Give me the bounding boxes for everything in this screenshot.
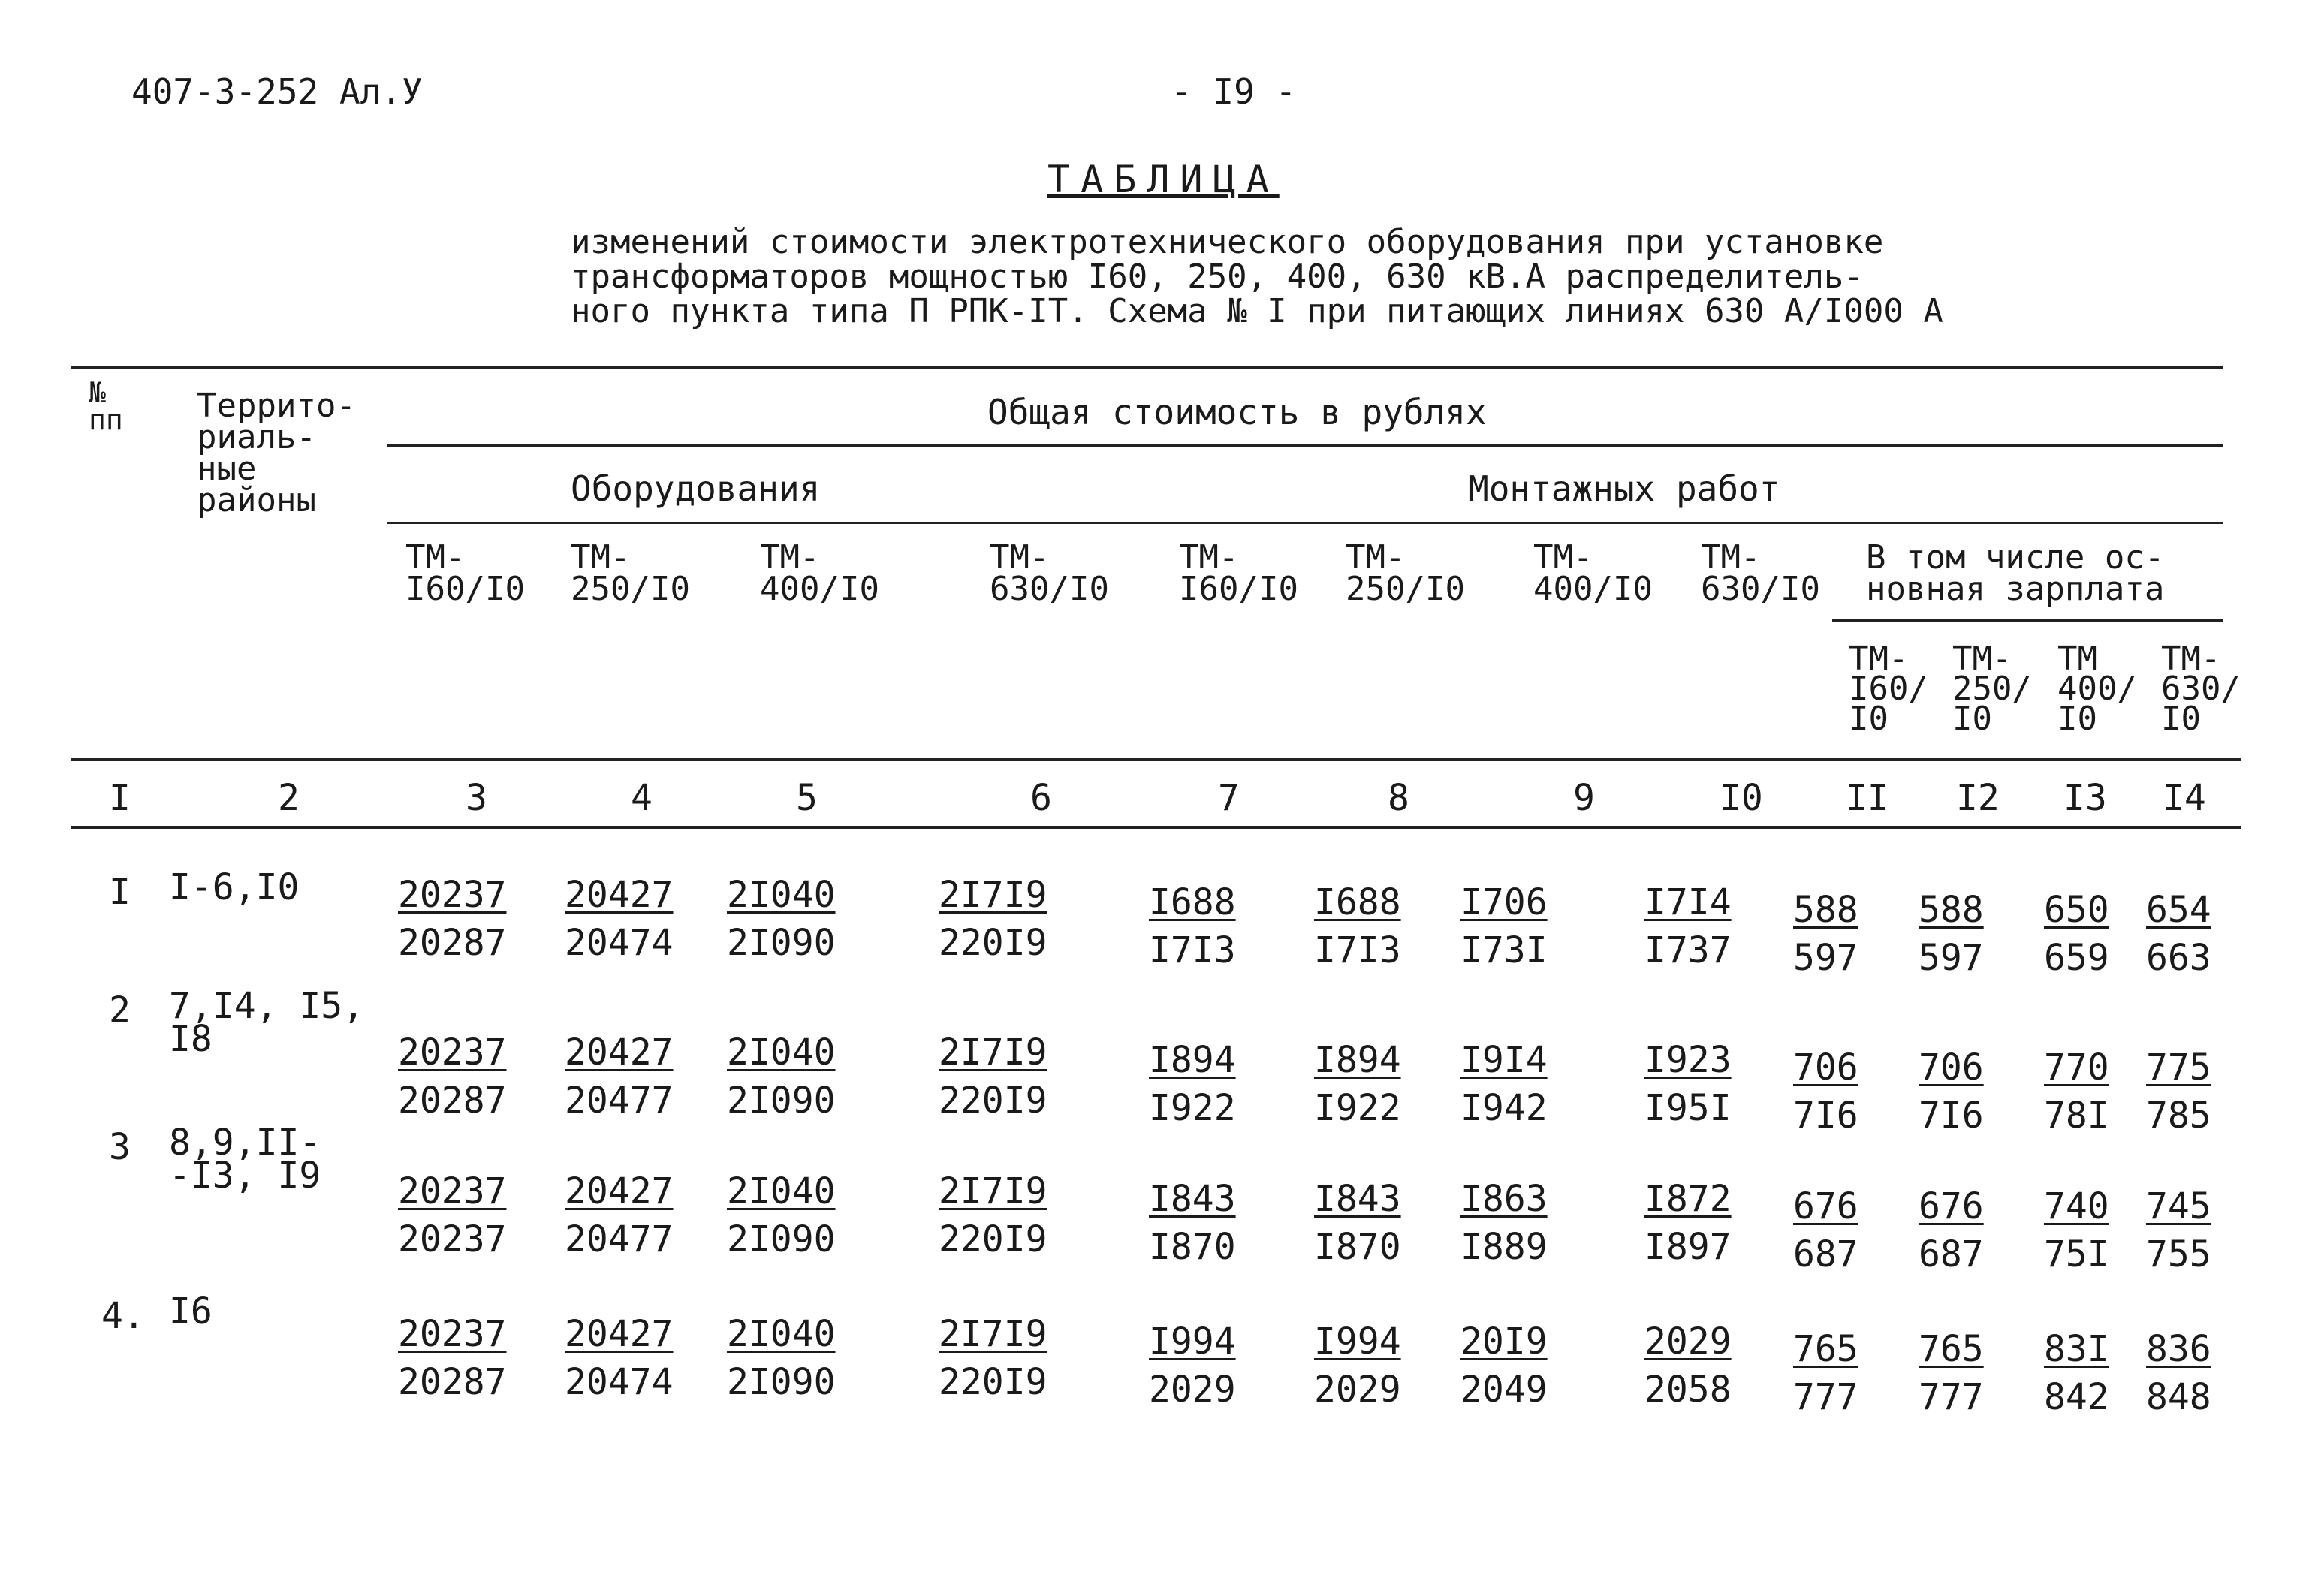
cell-value-top: I994 bbox=[1314, 1320, 1401, 1363]
cell-value-top: I688 bbox=[1149, 881, 1236, 923]
cell-value-top: I7I4 bbox=[1644, 881, 1732, 923]
table-cell bbox=[1919, 886, 1984, 982]
row-region bbox=[169, 1122, 321, 1197]
cell-value-bottom: 20477 bbox=[565, 1080, 674, 1122]
cell-value-bottom: 20287 bbox=[398, 1080, 507, 1122]
equip-col-tm250: ТМ- 250/I0 bbox=[571, 538, 690, 608]
table-cell bbox=[1314, 1036, 1401, 1132]
installation-header: Монтажных работ bbox=[1468, 468, 1780, 509]
table-cell bbox=[565, 871, 674, 967]
cell-value-top: I894 bbox=[1314, 1039, 1401, 1081]
cell-value-bottom: 78I bbox=[2044, 1095, 2109, 1137]
table-cell bbox=[398, 1028, 507, 1125]
table-cell bbox=[939, 871, 1047, 967]
row-region-line: I6 bbox=[169, 1290, 213, 1333]
cell-value-bottom: 777 bbox=[1919, 1376, 1984, 1418]
table-title: ТАБЛИЦА bbox=[1047, 158, 1280, 201]
cell-value-top: 706 bbox=[1919, 1046, 1984, 1089]
cell-value-bottom: 220I9 bbox=[939, 1080, 1047, 1122]
table-cell bbox=[565, 1310, 674, 1406]
cell-value-top: 20237 bbox=[398, 874, 507, 916]
cell-value-top: I688 bbox=[1314, 881, 1401, 923]
cell-value-bottom: 2I090 bbox=[727, 1218, 836, 1260]
total-cost-header: Общая стоимость в рублях bbox=[987, 392, 1487, 432]
cell-value-bottom: 659 bbox=[2044, 937, 2109, 979]
table-cell bbox=[565, 1028, 674, 1125]
cell-value-top: I863 bbox=[1460, 1178, 1548, 1220]
cell-value-top: 2I040 bbox=[727, 1313, 836, 1355]
col-number-5: 5 bbox=[796, 777, 818, 819]
cell-value-top: I872 bbox=[1644, 1178, 1732, 1220]
wage-header: В том числе ос- новная зарплата bbox=[1866, 538, 2165, 608]
cell-value-bottom: 687 bbox=[1793, 1233, 1858, 1275]
cell-value-bottom: I95I bbox=[1644, 1087, 1732, 1129]
install-col-tm160: ТМ- I60/I0 bbox=[1179, 538, 1298, 608]
col-number-4: 4 bbox=[631, 777, 653, 819]
cell-value-top: 588 bbox=[1919, 889, 1984, 931]
cell-value-top: 676 bbox=[1793, 1185, 1858, 1227]
col-number-2: 2 bbox=[278, 777, 300, 819]
cell-value-bottom: I942 bbox=[1460, 1087, 1548, 1129]
wage-col-tm400: ТМ 400/ I0 bbox=[2057, 640, 2137, 738]
cell-value-top: 2I7I9 bbox=[939, 874, 1047, 916]
table-cell bbox=[1644, 878, 1732, 974]
install-col-tm250: ТМ- 250/I0 bbox=[1346, 538, 1465, 608]
table-cell bbox=[2146, 886, 2211, 982]
cell-value-top: 836 bbox=[2146, 1328, 2211, 1370]
table-cell bbox=[1793, 886, 1858, 982]
cell-value-bottom: 220I9 bbox=[939, 1218, 1047, 1260]
cell-value-top: 2I7I9 bbox=[939, 1313, 1047, 1355]
cell-value-bottom: 597 bbox=[1919, 937, 1984, 979]
table-cell bbox=[727, 1167, 836, 1263]
table-cell bbox=[1793, 1182, 1858, 1278]
equip-col-tm160: ТМ- I60/I0 bbox=[405, 538, 525, 608]
equip-col-tm630: ТМ- 630/I0 bbox=[990, 538, 1109, 608]
table-cell bbox=[1644, 1036, 1732, 1132]
cell-value-bottom: 220I9 bbox=[939, 922, 1047, 964]
cell-value-top: I994 bbox=[1149, 1320, 1236, 1363]
cell-value-top: I9I4 bbox=[1460, 1039, 1548, 1081]
wage-col-tm160: ТМ- I60/ I0 bbox=[1849, 640, 1928, 738]
cell-value-bottom: 2029 bbox=[1149, 1369, 1236, 1411]
table-cell bbox=[1314, 1317, 1401, 1414]
subtitle-line-3: ного пункта типа П РПК-IT. Схема № I при питающих линиях 630 А/I000 А bbox=[571, 292, 1943, 330]
col-number-12: I2 bbox=[1956, 777, 2000, 819]
table-cell bbox=[1644, 1175, 1732, 1271]
cell-value-bottom: I870 bbox=[1149, 1226, 1236, 1268]
cell-value-top: I706 bbox=[1460, 881, 1548, 923]
col-number-9: 9 bbox=[1573, 777, 1595, 819]
col-number-6: 6 bbox=[1030, 777, 1052, 819]
cell-value-bottom: I889 bbox=[1460, 1226, 1548, 1268]
cell-value-bottom: 20237 bbox=[398, 1218, 507, 1260]
col-no-header: № пп bbox=[89, 376, 123, 436]
row-number: I bbox=[109, 871, 131, 913]
cell-value-bottom: I7I3 bbox=[1314, 929, 1401, 971]
cell-value-top: 2I7I9 bbox=[939, 1031, 1047, 1074]
subtitle-line-2: трансформаторов мощностью I60, 250, 400, 630 кВ.А распределитель- bbox=[571, 257, 1864, 296]
table-cell bbox=[1793, 1325, 1858, 1421]
cell-value-bottom: 2058 bbox=[1644, 1369, 1732, 1411]
wage-col-tm630: ТМ- 630/ I0 bbox=[2161, 640, 2241, 738]
table-cell bbox=[2146, 1325, 2211, 1421]
cell-value-top: 706 bbox=[1793, 1046, 1858, 1089]
cell-value-bottom: 20287 bbox=[398, 922, 507, 964]
page-number: - I9 - bbox=[1171, 71, 1297, 112]
row-region bbox=[169, 985, 365, 1060]
cell-value-top: I923 bbox=[1644, 1039, 1732, 1081]
cell-value-top: 20427 bbox=[565, 874, 674, 916]
table-cell bbox=[727, 1028, 836, 1125]
cell-value-bottom: 687 bbox=[1919, 1233, 1984, 1275]
col-number-10: I0 bbox=[1720, 777, 1763, 819]
table-top-rule bbox=[71, 366, 2223, 369]
cell-value-bottom: I922 bbox=[1314, 1087, 1401, 1129]
col-number-14: I4 bbox=[2163, 777, 2206, 819]
cell-value-top: 2I040 bbox=[727, 1170, 836, 1212]
cell-value-top: 20427 bbox=[565, 1031, 674, 1074]
subtitle-line-1: изменений стоимости электротехнического оборудования при установке bbox=[571, 223, 1884, 261]
cell-value-top: I843 bbox=[1149, 1178, 1236, 1220]
cell-value-bottom: I73I bbox=[1460, 929, 1548, 971]
col-number-1: I bbox=[109, 777, 131, 819]
cell-value-bottom: 20477 bbox=[565, 1218, 674, 1260]
table-cell bbox=[2044, 1043, 2109, 1140]
cell-value-bottom: 7I6 bbox=[1919, 1095, 1984, 1137]
table-cell bbox=[1314, 878, 1401, 974]
table-cell bbox=[1460, 1036, 1548, 1132]
table-cell bbox=[1460, 1175, 1548, 1271]
col-number-7: 7 bbox=[1218, 777, 1240, 819]
equip-col-tm400: ТМ- 400/I0 bbox=[760, 538, 879, 608]
col-number-8: 8 bbox=[1388, 777, 1409, 819]
cell-value-bottom: I7I3 bbox=[1149, 929, 1236, 971]
cell-value-top: 745 bbox=[2146, 1185, 2211, 1227]
table-cell bbox=[398, 1167, 507, 1263]
cell-value-bottom: 2I090 bbox=[727, 922, 836, 964]
cell-value-top: I843 bbox=[1314, 1178, 1401, 1220]
wage-header-rule bbox=[1832, 619, 2223, 622]
cell-value-top: 654 bbox=[2146, 889, 2211, 931]
col-region-header: Террито- риаль- ные районы bbox=[197, 387, 356, 519]
cell-value-bottom: I737 bbox=[1644, 929, 1732, 971]
table-cell bbox=[2044, 886, 2109, 982]
row-region bbox=[169, 866, 300, 908]
cell-value-bottom: I897 bbox=[1644, 1226, 1732, 1268]
cell-value-top: 676 bbox=[1919, 1185, 1984, 1227]
header-bottom-rule bbox=[71, 758, 2241, 761]
row-region-line: I8 bbox=[169, 1018, 213, 1060]
cell-value-bottom: 75I bbox=[2044, 1233, 2109, 1275]
cell-value-bottom: 2029 bbox=[1314, 1369, 1401, 1411]
cell-value-top: 775 bbox=[2146, 1046, 2211, 1089]
cell-value-top: 765 bbox=[1793, 1328, 1858, 1370]
cell-value-top: I894 bbox=[1149, 1039, 1236, 1081]
document-code: 407-3-252 Ал.У bbox=[131, 71, 423, 112]
cell-value-top: 2I7I9 bbox=[939, 1170, 1047, 1212]
table-cell bbox=[727, 871, 836, 967]
cell-value-bottom: 597 bbox=[1793, 937, 1858, 979]
cell-value-bottom: I870 bbox=[1314, 1226, 1401, 1268]
col-number-11: II bbox=[1846, 777, 1889, 819]
cell-value-bottom: I922 bbox=[1149, 1087, 1236, 1129]
row-region-line: 7,I4, I5, bbox=[169, 985, 365, 1027]
col-number-3: 3 bbox=[466, 777, 487, 819]
cell-value-top: 740 bbox=[2044, 1185, 2109, 1227]
cell-value-top: 2I040 bbox=[727, 874, 836, 916]
table-cell bbox=[2044, 1182, 2109, 1278]
cell-value-top: 2I040 bbox=[727, 1031, 836, 1074]
table-cell bbox=[939, 1028, 1047, 1125]
table-cell bbox=[1793, 1043, 1858, 1140]
cell-value-bottom: 777 bbox=[1793, 1376, 1858, 1418]
cell-value-bottom: 785 bbox=[2146, 1095, 2211, 1137]
wage-col-tm250: ТМ- 250/ I0 bbox=[1952, 640, 2032, 738]
table-cell bbox=[1149, 1317, 1236, 1414]
table-cell bbox=[1919, 1182, 1984, 1278]
cell-value-top: 20I9 bbox=[1460, 1320, 1548, 1363]
table-cell bbox=[1149, 1036, 1236, 1132]
table-cell bbox=[1919, 1043, 1984, 1140]
cell-value-bottom: 7I6 bbox=[1793, 1095, 1858, 1137]
cell-value-top: 20237 bbox=[398, 1170, 507, 1212]
equipment-header: Оборудования bbox=[571, 468, 821, 509]
table-cell bbox=[727, 1310, 836, 1406]
cell-value-top: 20427 bbox=[565, 1313, 674, 1355]
cell-value-top: 83I bbox=[2044, 1328, 2109, 1370]
table-cell bbox=[1460, 1317, 1548, 1414]
table-cell bbox=[2146, 1182, 2211, 1278]
cell-value-bottom: 20474 bbox=[565, 922, 674, 964]
table-cell bbox=[2044, 1325, 2109, 1421]
cell-value-bottom: 220I9 bbox=[939, 1361, 1047, 1403]
install-col-tm400: ТМ- 400/I0 bbox=[1533, 538, 1653, 608]
table-cell bbox=[1460, 878, 1548, 974]
cell-value-top: 650 bbox=[2044, 889, 2109, 931]
cell-value-bottom: 2I090 bbox=[727, 1080, 836, 1122]
cell-value-top: 20427 bbox=[565, 1170, 674, 1212]
cell-value-bottom: 663 bbox=[2146, 937, 2211, 979]
table-cell bbox=[1919, 1325, 1984, 1421]
table-cell bbox=[398, 1310, 507, 1406]
table-cell bbox=[2146, 1043, 2211, 1140]
table-cell bbox=[939, 1167, 1047, 1263]
cell-value-top: 20237 bbox=[398, 1031, 507, 1074]
col-number-13: I3 bbox=[2063, 777, 2107, 819]
cell-value-bottom: 20474 bbox=[565, 1361, 674, 1403]
cell-value-top: 588 bbox=[1793, 889, 1858, 931]
row-number: 4. bbox=[101, 1295, 145, 1337]
row-region-line: I-6,I0 bbox=[169, 866, 300, 908]
cell-value-bottom: 842 bbox=[2044, 1376, 2109, 1418]
table-cell bbox=[939, 1310, 1047, 1406]
row-number: 3 bbox=[109, 1126, 131, 1168]
cell-value-bottom: 755 bbox=[2146, 1233, 2211, 1275]
subgroup-rule bbox=[387, 522, 2223, 524]
cell-value-bottom: 20287 bbox=[398, 1361, 507, 1403]
total-cost-rule bbox=[387, 444, 2223, 447]
table-cell bbox=[1314, 1175, 1401, 1271]
row-region-line: -I3, I9 bbox=[169, 1155, 321, 1197]
cell-value-bottom: 2I090 bbox=[727, 1361, 836, 1403]
cell-value-top: 770 bbox=[2044, 1046, 2109, 1089]
table-subtitle bbox=[571, 225, 1943, 329]
install-col-tm630: ТМ- 630/I0 bbox=[1701, 538, 1820, 608]
cell-value-top: 765 bbox=[1919, 1328, 1984, 1370]
row-number: 2 bbox=[109, 989, 131, 1031]
table-cell bbox=[1149, 1175, 1236, 1271]
cell-value-bottom: 848 bbox=[2146, 1376, 2211, 1418]
row-region bbox=[169, 1290, 213, 1333]
row-region-line: 8,9,II- bbox=[169, 1122, 321, 1164]
cell-value-bottom: 2049 bbox=[1460, 1369, 1548, 1411]
table-cell bbox=[398, 871, 507, 967]
table-cell bbox=[1644, 1317, 1732, 1414]
col-numbers-rule bbox=[71, 826, 2241, 829]
cell-value-top: 2029 bbox=[1644, 1320, 1732, 1363]
cell-value-top: 20237 bbox=[398, 1313, 507, 1355]
table-cell bbox=[1149, 878, 1236, 974]
table-cell bbox=[565, 1167, 674, 1263]
